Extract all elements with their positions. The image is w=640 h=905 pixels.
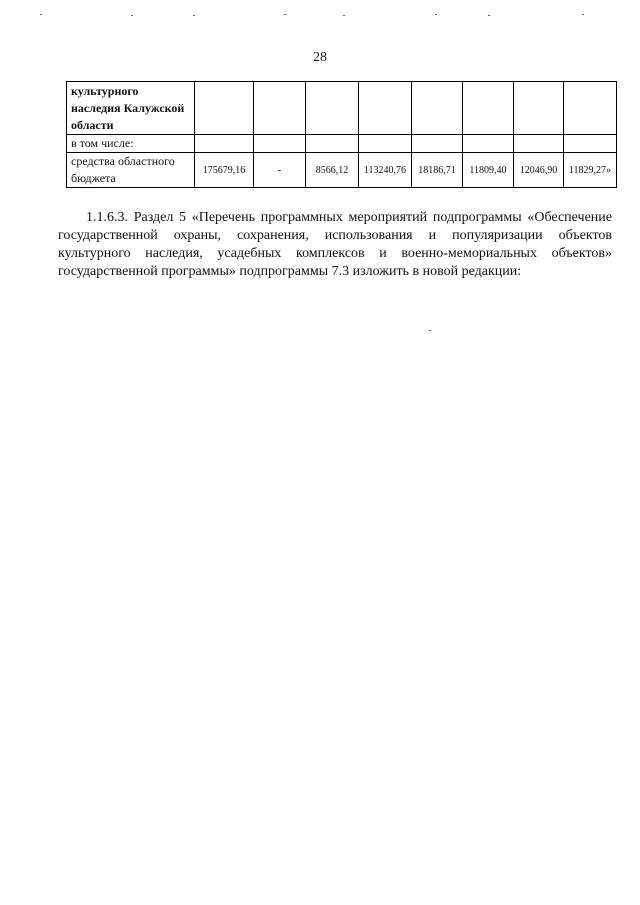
table-cell: 175679,16: [195, 153, 254, 188]
table-cell: [195, 82, 254, 135]
table-cell: 11829,27»: [564, 153, 617, 188]
scan-speck: [131, 15, 133, 16]
scan-speck: [435, 14, 437, 15]
table-row: [67, 82, 617, 135]
table-row: [67, 135, 617, 153]
table-cell: [254, 82, 306, 135]
scan-speck: [40, 14, 42, 15]
table-cell: [306, 82, 359, 135]
scan-speck: [193, 15, 195, 16]
budget-table: [66, 81, 617, 188]
table-cell: [306, 135, 359, 153]
table-cell: -: [254, 153, 306, 188]
scan-speck: [343, 15, 345, 16]
table-cell: [195, 135, 254, 153]
scan-speck: [582, 14, 584, 15]
table-cell: 113240,76: [359, 153, 412, 188]
page-number: 28: [313, 50, 327, 65]
table-cell: [564, 135, 617, 153]
table-cell: [254, 135, 306, 153]
table-cell: [514, 135, 564, 153]
scan-speck: [284, 14, 286, 15]
table-cell: [359, 82, 412, 135]
table-cell: [564, 82, 617, 135]
row-label: средства областного бюджета: [67, 153, 195, 188]
scan-speck: [429, 330, 431, 331]
table-row: [67, 153, 617, 188]
table-cell: [463, 135, 514, 153]
table-cell: [514, 82, 564, 135]
body-paragraph: 1.1.6.3. Раздел 5 «Перечень программных мероприятий подпрограммы «Обеспечение государственной охраны, сохранения, использования и популяризации объектов культурного наследия, усадебных комплексов и военно-мемориальных объектов» государственной программы» подпрограммы 7.3 изложить в новой редакции:: [58, 210, 612, 279]
table-cell: 12046,90: [514, 153, 564, 188]
table-cell: 11809,40: [463, 153, 514, 188]
table-cell: [463, 82, 514, 135]
scan-speck: [488, 15, 490, 16]
row-label: культурного наследия Калужской области: [67, 82, 195, 135]
table-cell: [412, 135, 463, 153]
row-label: в том числе:: [67, 135, 195, 153]
table-cell: 18186,71: [412, 153, 463, 188]
table-cell: [412, 82, 463, 135]
table-cell: 8566,12: [306, 153, 359, 188]
table-cell: [359, 135, 412, 153]
